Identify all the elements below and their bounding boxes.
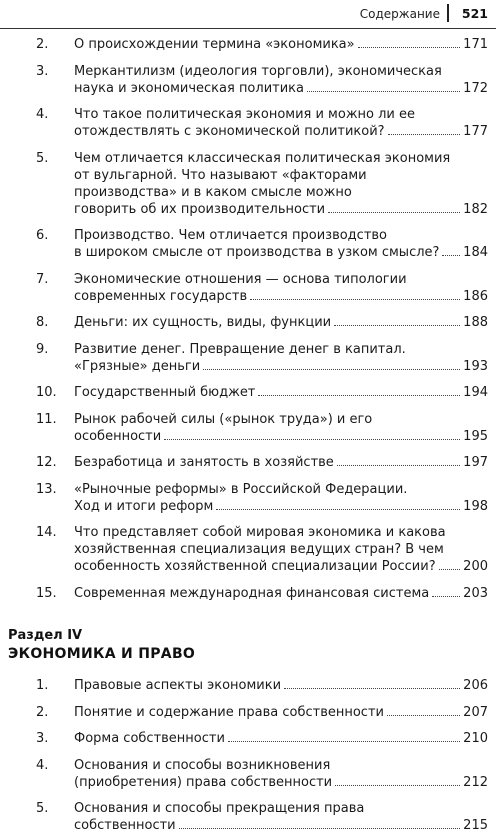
toc-entry-number: 8. [36, 315, 49, 330]
toc-entry-page: 206 [463, 678, 488, 693]
toc-entry-text: Экономические отношения — основа типологии [74, 271, 407, 287]
toc-entry-text: наука и экономическая политика [74, 80, 304, 96]
toc-dot-leader [203, 369, 460, 370]
header-separator [447, 4, 449, 22]
toc-dot-leader [307, 91, 460, 92]
toc-entry-text: современных государств [74, 288, 248, 304]
toc-entry-text: хозяйственная специализация ведущих стран? В чем [74, 542, 444, 557]
toc-entry-text: Производство. Чем отличается производство [74, 228, 388, 243]
toc-entry-title [74, 677, 488, 694]
toc-entry-title-line [74, 63, 488, 80]
toc-entry-title [74, 341, 488, 375]
toc-entry-title-line [74, 201, 488, 218]
toc-entry-number: 5. [36, 150, 49, 166]
toc-entry-text: отождествлять с экономической политикой? [74, 124, 385, 139]
toc-entry-title-line [74, 341, 488, 358]
toc-entry-title [74, 227, 488, 261]
toc-entry-text: Правовые аспекты экономики [74, 678, 282, 693]
toc-entry-title-line [74, 677, 488, 694]
toc-entry-page: 207 [463, 704, 488, 720]
toc-entry-number: 6. [36, 228, 49, 243]
toc-entry-number: 2. [36, 37, 49, 52]
toc-entry-text: особенность хозяйственной специализации России? [74, 559, 436, 574]
toc-entry-title [74, 271, 488, 305]
toc-entry-page: 197 [463, 455, 488, 470]
toc-entry-text: Меркантилизм (идеология торговли), экономическая [74, 63, 442, 79]
toc-entry-title [74, 411, 488, 445]
toc-entry-page: 194 [463, 385, 488, 400]
toc-entry-page: 212 [463, 774, 488, 790]
toc-entry-title [74, 481, 488, 515]
toc-entry-number: 13. [36, 481, 57, 497]
toc-entry-text: от вульгарной. Что называют «факторами [74, 167, 367, 183]
toc-entry-title [74, 36, 488, 53]
toc-entry-number: 2. [36, 704, 49, 720]
toc-entry-title-line [74, 800, 488, 817]
toc-entry-title [74, 757, 488, 791]
toc-entry-text: О происхождении термина «экономика» [74, 37, 355, 52]
toc-entry-title-line [74, 244, 488, 261]
toc-entry-title-line [74, 757, 488, 774]
toc-entry-title [74, 730, 488, 747]
toc-dot-leader [179, 828, 461, 829]
toc-entry-number: 3. [36, 63, 49, 79]
toc-entry-title-line [74, 481, 488, 498]
toc-dot-leader [334, 325, 460, 326]
toc-entry-text: особенности [74, 428, 162, 444]
toc-dot-leader [328, 212, 460, 213]
toc-entry-page: 188 [463, 315, 488, 330]
toc-entry-title-line [74, 271, 488, 288]
toc-entry-title-line [74, 36, 488, 53]
toc-entry-title-line [74, 524, 488, 541]
toc-entry-page: 184 [463, 245, 488, 260]
toc-entry-text: Основания и способы возникновения [74, 757, 331, 773]
toc-dot-leader [284, 688, 460, 689]
toc-entry-text: в широком смысле от производства в узком смысле? [74, 245, 440, 260]
toc-entry-number: 11. [36, 411, 57, 427]
toc-entry-text: производства» и в каком смысле можно [74, 184, 352, 200]
toc-entry-number: 5. [36, 801, 49, 816]
toc-entry-number: 3. [36, 731, 49, 746]
toc-entry-number: 10. [36, 385, 57, 400]
header-page-number: 521 [461, 6, 488, 21]
toc-entry-text: (приобретения) права собственности [74, 774, 333, 790]
toc-entry-title-line [74, 498, 488, 515]
toc-entry-title-line [74, 106, 488, 123]
toc-entry-title-line [74, 585, 488, 602]
toc-entry-number: 14. [36, 525, 57, 540]
toc-entry-text: «Рыночные реформы» в Российской Федерации. [74, 481, 408, 497]
toc-dot-leader [358, 47, 461, 48]
section-title: ЭКОНОМИКА И ПРАВО [8, 646, 196, 662]
toc-entry-title [74, 150, 488, 218]
toc-entry-title [74, 63, 488, 97]
toc-entry-number: 1. [36, 678, 49, 693]
running-header [0, 0, 496, 29]
toc-entry-page: 193 [463, 358, 488, 374]
toc-entry-text: Что представляет собой мировая экономика и какова [74, 525, 446, 540]
toc-entry-title [74, 524, 488, 575]
toc-entry-title [74, 454, 488, 471]
toc-entry-title [74, 704, 488, 721]
toc-entry-title-line [74, 817, 488, 834]
toc-entry-text: Деньги: их сущность, виды, функции [74, 315, 332, 330]
toc-entry-page: 210 [463, 731, 488, 746]
toc-dot-leader [432, 596, 460, 597]
toc-entry-title-line [74, 288, 488, 305]
toc-entry-title [74, 800, 488, 834]
toc-entry-title-line [74, 541, 488, 558]
toc-entry-title [74, 314, 488, 331]
toc-entry-text: Ход и итоги реформ [74, 498, 214, 514]
toc-dot-leader [250, 299, 460, 300]
toc-dot-leader [388, 134, 461, 135]
toc-entry-text: Государственный бюджет [74, 385, 256, 400]
toc-entry-page: 172 [463, 80, 488, 96]
toc-dot-leader [228, 741, 460, 742]
toc-entry-text: Форма собственности [74, 731, 225, 746]
toc-entry-title [74, 106, 488, 140]
toc-entry-title-line [74, 384, 488, 401]
toc-entry-title-line [74, 123, 488, 140]
toc-entry-number: 7. [36, 271, 49, 287]
toc-entry-number: 15. [36, 585, 57, 601]
toc-entry-title-line [74, 558, 488, 575]
toc-entry-title-line [74, 314, 488, 331]
toc-entry-text: Современная международная финансовая система [74, 585, 430, 601]
toc-entry-title-line [74, 704, 488, 721]
toc-entry-title-line [74, 150, 488, 167]
toc-entry-page: 186 [463, 288, 488, 304]
toc-entry-title-line [74, 80, 488, 97]
toc-entry-page: 177 [463, 124, 488, 139]
toc-entry-title-line [74, 184, 488, 201]
toc-entry-text: говорить об их производительности [74, 201, 326, 217]
header-section-title: Содержание [359, 7, 440, 21]
toc-entry-title-line [74, 730, 488, 747]
toc-entry-page: 200 [463, 559, 488, 574]
toc-entry-title-line [74, 454, 488, 471]
toc-entry-text: Что такое политическая экономия и можно ли ее [74, 107, 416, 122]
toc-entry-text: Развитие денег. Превращение денег в капитал. [74, 341, 406, 357]
toc-entry-title-line [74, 774, 488, 791]
toc-entry-title-line [74, 358, 488, 375]
toc-dot-leader [442, 255, 460, 256]
toc-dot-leader [164, 439, 460, 440]
toc-entry-page: 198 [463, 498, 488, 514]
toc-entry-page: 171 [463, 37, 488, 52]
section-label: Раздел IV [8, 628, 83, 643]
toc-dot-leader [258, 395, 460, 396]
toc-entry-number: 12. [36, 455, 57, 470]
toc-entry-title-line [74, 167, 488, 184]
toc-entry-title [74, 384, 488, 401]
toc-entry-text: Чем отличается классическая политическая экономия [74, 150, 451, 166]
toc-entry-text: Основания и способы прекращения права [74, 801, 365, 816]
toc-dot-leader [439, 569, 461, 570]
toc-entry-text: собственности [74, 818, 176, 833]
toc-entry-title-line [74, 227, 488, 244]
toc-entry-text: Рынок рабочей силы («рынок труда») и его [74, 411, 373, 427]
toc-entry-number: 4. [36, 107, 49, 122]
toc-dot-leader [337, 465, 460, 466]
toc-dot-leader [387, 715, 460, 716]
toc-entry-text: Безработица и занятость в хозяйстве [74, 455, 334, 470]
toc-entry-number: 9. [36, 341, 49, 357]
toc-dot-leader [335, 785, 460, 786]
toc-entry-title [74, 585, 488, 602]
toc-entry-title-line [74, 411, 488, 428]
toc-entry-title-line [74, 428, 488, 445]
toc-entry-page: 215 [463, 818, 488, 833]
toc-dot-leader [216, 509, 460, 510]
toc-entry-page: 203 [463, 585, 488, 601]
toc-entry-text: «Грязные» деньги [74, 358, 201, 374]
toc-entry-text: Понятие и содержание права собственности [74, 704, 384, 720]
toc-entry-page: 182 [463, 201, 488, 217]
toc-entry-number: 4. [36, 757, 49, 773]
toc-entry-page: 195 [463, 428, 488, 444]
